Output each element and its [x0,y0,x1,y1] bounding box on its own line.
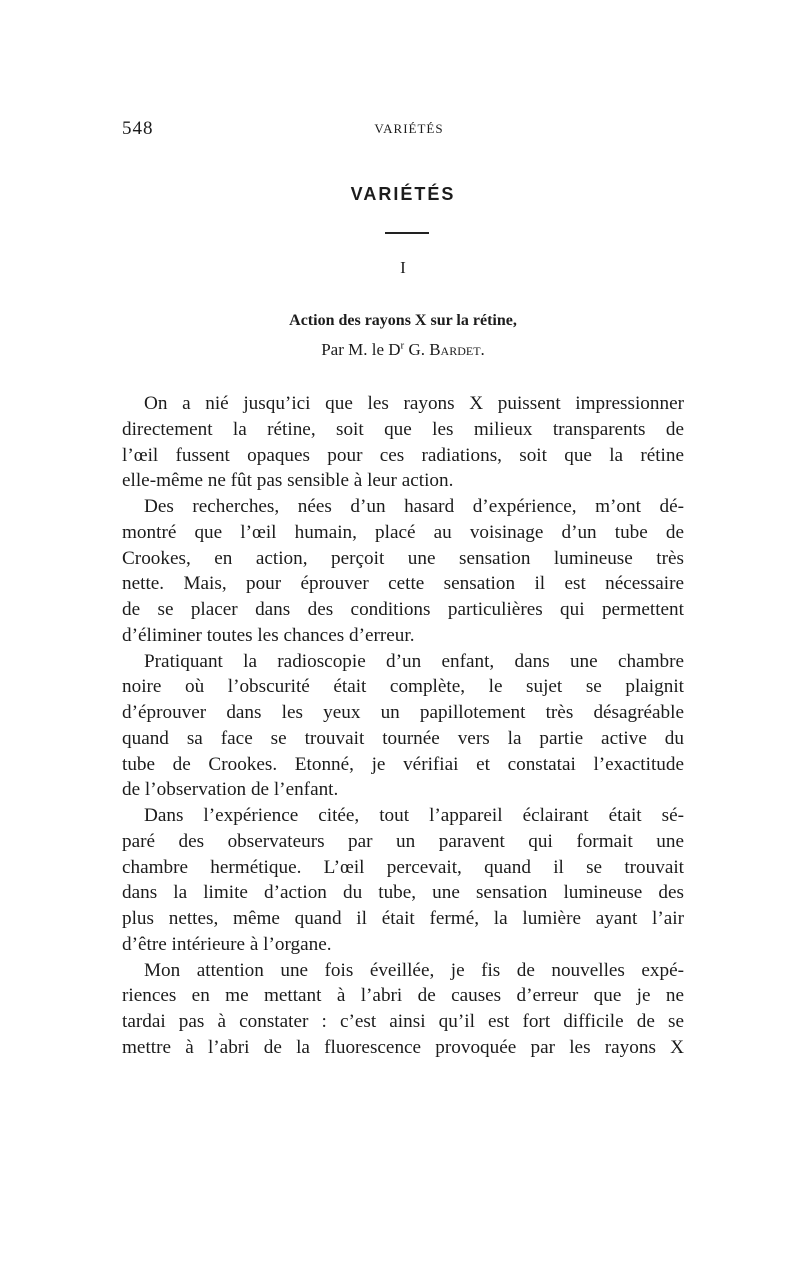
body-line: mettre à l’abri de la fluorescence provoquée par les rayons X [122,1036,684,1058]
running-head [122,118,684,140]
section-title: VARIÉTÉS [350,184,456,204]
body-line: tube de Crookes. Etonné, je vérifiai et constatai l’exactitude [122,753,684,775]
body-line: chambre hermétique. L’œil percevait, quand il se trouvait [122,856,684,878]
body-line: tardai pas à constater : c’est ainsi qu’il est fort difficile de se [122,1011,684,1032]
byline-author: Bardet. [429,340,485,359]
body-line: dans la limite d’action du tube, une sensation lumineuse des [122,882,684,904]
body-line: d’éprouver dans les yeux un papillotement très désagréable [122,702,684,723]
body-line: montré que l’œil humain, placé au voisinage d’un tube de [122,521,684,543]
running-title: VARIÉTÉS [374,121,444,136]
body-line: d’être intérieure à l’organe. [122,933,332,955]
body-line: Des recherches, nées d’un hasard d’expérience, m’ont dé- [144,496,684,517]
page-number: 548 [122,118,154,139]
body-line: de l’observation de l’enfant. [122,779,339,801]
article-body [122,391,684,1061]
byline-superscript: r [400,339,405,352]
body-line: On a nié jusqu’ici que les rayons X puissent impressionner [144,393,684,414]
body-line: Mon attention une fois éveillée, je fis de nouvelles expé- [144,959,684,981]
article-title: Action des rayons X sur la rétine, [289,312,517,329]
byline-initial: G. [404,340,430,359]
body-line: directement la rétine, soit que les milieux transparents de [122,418,684,440]
body-line: riences en me mettant à l’abri de causes d’erreur que je ne [122,985,684,1007]
body-line: l’œil fussent opaques pour ces radiations, soit que la rétine [122,444,684,466]
body-line: elle-même ne fût pas sensible à leur action. [122,470,454,492]
body-line: Dans l’expérience citée, tout l’appareil éclairant était sé- [144,805,684,826]
byline-prefix: Par M. le D [321,340,401,359]
body-line: d’éliminer toutes les chances d’erreur. [122,624,415,646]
byline [122,340,684,360]
body-line: nette. Mais, pour éprouver cette sensation il est nécessaire [122,573,684,595]
section-numeral: I [400,258,406,277]
body-line: de se placer dans des conditions particulières qui permettent [122,599,684,620]
body-line: Pratiquant la radioscopie d’un enfant, dans une chambre [144,650,684,672]
body-line: Crookes, en action, perçoit une sensation lumineuse très [122,547,684,569]
section-divider [385,232,429,234]
body-line: quand sa face se trouvait tournée vers la partie active du [122,727,684,749]
body-line: plus nettes, même quand il était fermé, la lumière ayant l’air [122,908,684,929]
body-line: noire où l’obscurité était complète, le sujet se plaignit [122,676,684,698]
body-line: paré des observateurs par un paravent qui formait une [122,830,684,852]
